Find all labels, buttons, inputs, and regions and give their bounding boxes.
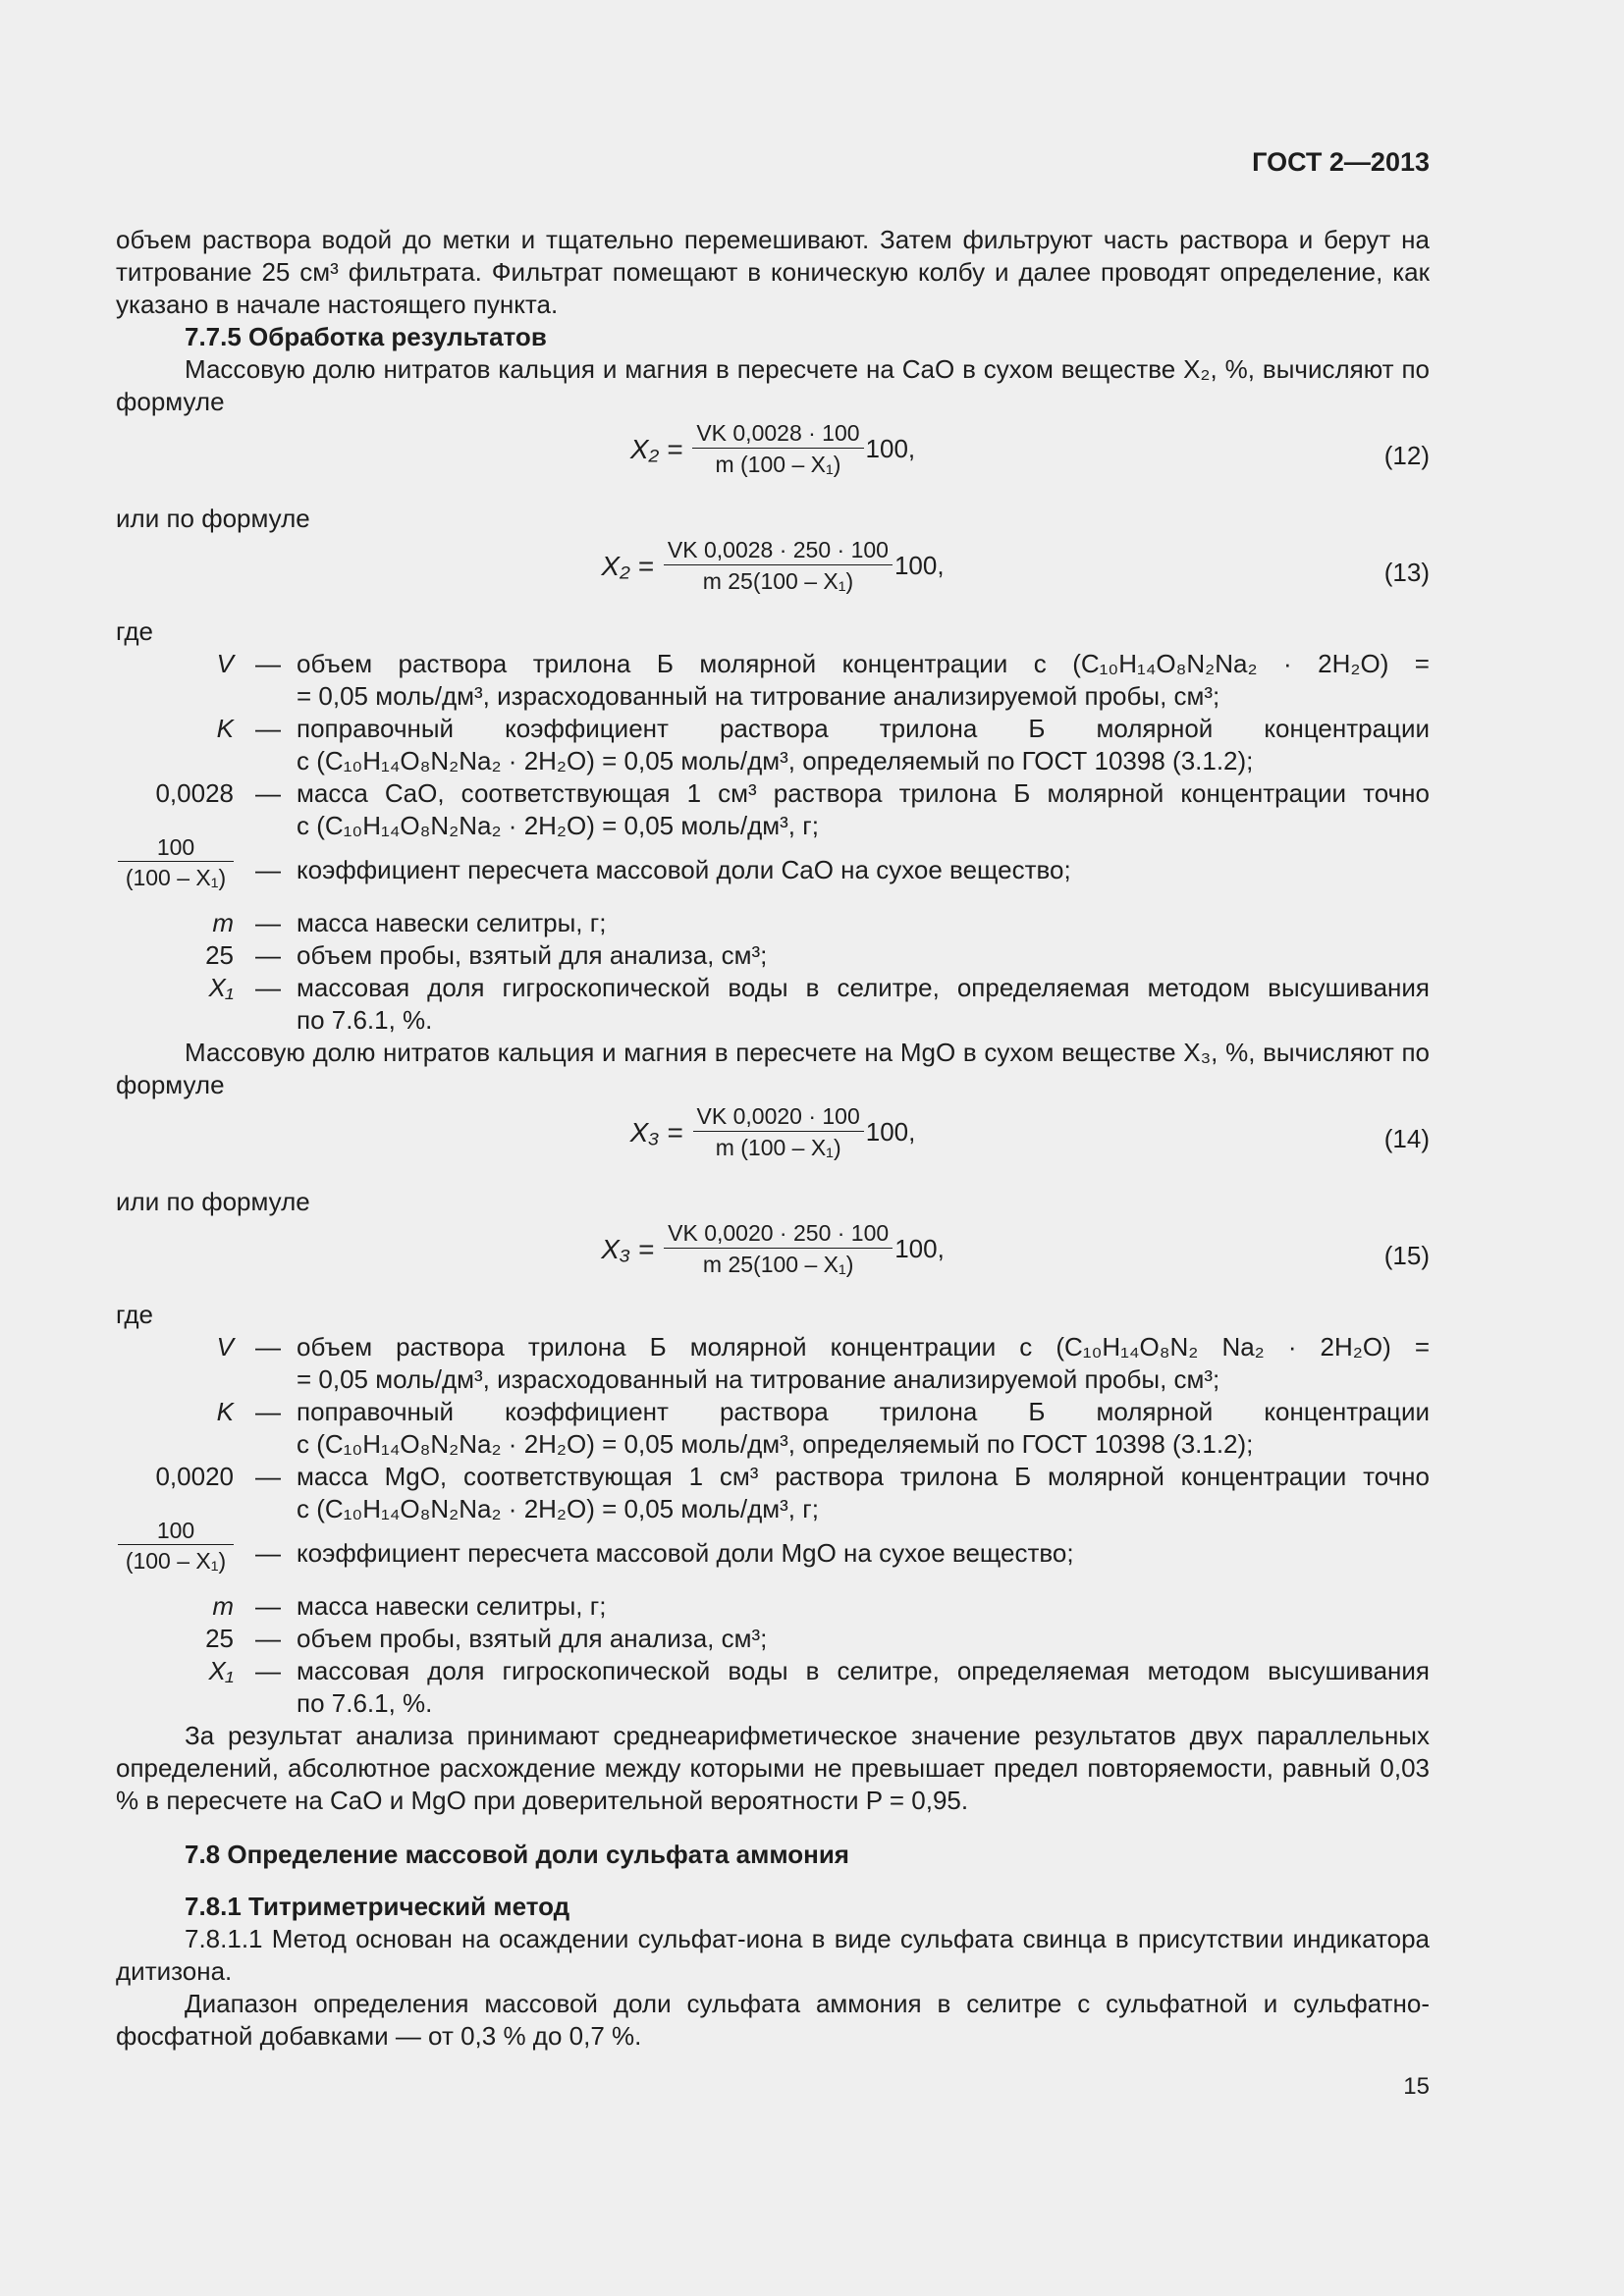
formula-number: (12) (1383, 441, 1430, 470)
legend-key-text: 0,0028 (155, 778, 234, 808)
fraction-numerator: 100 (118, 834, 234, 862)
legend-dash: — (255, 908, 281, 937)
fraction-denominator: (100 – X₁) (125, 865, 227, 890)
legend-line: масса навески селитры, г; (297, 908, 607, 937)
legend-key-text: V (216, 649, 234, 678)
legend-block-2 (116, 1299, 1430, 1720)
legend-line-continued: по 7.6.1, %. (297, 1005, 433, 1035)
legend-line: объем раствора трилона Б молярной концентрации c (C₁₀H₁₄O₈N₂Na₂ · 2H₂O) = (297, 649, 1430, 678)
legend-dash: — (255, 940, 281, 970)
formula-tail: 100, (865, 434, 916, 463)
legend-dash: — (255, 1656, 281, 1685)
or-by-formula: или по формуле (116, 504, 310, 533)
fraction-numerator: 100 (118, 1518, 234, 1545)
formula-15 (116, 1218, 1430, 1299)
legend-dash: — (255, 714, 281, 743)
legend-key-text: V (216, 1332, 234, 1362)
legend-line: коэффициент пересчета массовой доли CaO на сухое вещество; (297, 855, 1071, 884)
section-heading-7-7-5: 7.7.5 Обработка результатов (185, 322, 547, 351)
legend-key (116, 713, 240, 777)
legend-description (297, 939, 1430, 972)
legend-description (297, 1331, 1430, 1396)
formula-denominator: m 25(100 – X₁) (702, 1252, 854, 1277)
legend-key-fraction (118, 834, 234, 893)
legend-dash: — (255, 1462, 281, 1491)
document-body (116, 224, 1430, 2053)
legend-line: коэффициент пересчета массовой доли MgO на сухое вещество; (297, 1538, 1074, 1568)
formula-numerator: VK 0,0028 · 250 · 100 (664, 535, 893, 565)
legend-line-continued: c (C₁₀H₁₄O₈N₂Na₂ · 2H₂O) = 0,05 моль/дм³, определяемый по ГОСТ 10398 (3.1.2); (297, 1429, 1254, 1459)
legend-line: объем раствора трилона Б молярной концентрации c (C₁₀H₁₄O₈N₂ Na₂ · 2H₂O) = (297, 1332, 1430, 1362)
fraction-denominator: (100 – X₁) (125, 1548, 227, 1574)
legend-description (297, 1655, 1430, 1720)
legend-description (297, 648, 1430, 713)
legend-line: массовая доля гигроскопической воды в селитре, определяемая методом высушивания (297, 1656, 1430, 1685)
legend-line: масса навески селитры, г; (297, 1591, 607, 1621)
legend-key (116, 834, 240, 907)
where-label: где (116, 616, 153, 646)
formula-lhs: X₃ = (601, 1234, 655, 1264)
formula-12 (116, 418, 1430, 503)
formula-lhs: X₂ = (601, 551, 654, 581)
legend-description (297, 1525, 1430, 1590)
legend-key-text: K (216, 714, 234, 743)
paragraph-range: Диапазон определения массовой доли сульфата аммония в селитре с сульфатной и сульфатно-фосфатной добавками — от 0,3 % до 0,7 %. (116, 1989, 1430, 2051)
legend-line: поправочный коэффициент раствора трилона Б молярной концентрации (297, 1397, 1430, 1426)
legend-key-text: X₁ (208, 1656, 234, 1685)
legend-key (116, 1461, 240, 1525)
formula-numerator: VK 0,0020 · 100 (693, 1101, 864, 1132)
legend-key (116, 648, 240, 713)
legend-dash: — (255, 855, 281, 884)
paragraph-result: За результат анализа принимают среднеарифметическое значение результатов двух параллельных определений, абсолютное расхождение между которыми не превышает предел повторяемости, равный 0,03 % в пересчете на CaO и MgO при доверительной вероятности P = 0,95. (116, 1721, 1430, 1815)
legend-dash: — (255, 1397, 281, 1426)
legend-key (116, 907, 240, 939)
legend-line: масса MgO, соответствующая 1 см³ раствора трилона Б молярной концентрации точно (297, 1462, 1430, 1491)
legend-line-continued: по 7.6.1, %. (297, 1688, 433, 1718)
formula-number: (15) (1383, 1241, 1430, 1270)
legend-key (116, 1518, 240, 1590)
legend-line: масса CaO, соответствующая 1 см³ раствора трилона Б молярной концентрации точно (297, 778, 1430, 808)
legend-description (297, 1461, 1430, 1525)
legend-key-text: m (212, 1591, 234, 1621)
section-heading-7-8-1: 7.8.1 Титриметрический метод (185, 1892, 570, 1921)
legend-description (297, 1623, 1430, 1655)
legend-dash: — (255, 1624, 281, 1653)
legend-description (297, 713, 1430, 777)
paragraph-mgo: Массовую долю нитратов кальция и магния в пересчете на MgO в сухом веществе X₃, %, вычисляют по формуле (116, 1038, 1430, 1099)
formula-13 (116, 535, 1430, 615)
legend-line: объем пробы, взятый для анализа, см³; (297, 1624, 768, 1653)
formula-tail: 100, (893, 551, 945, 580)
legend-line-continued: c (C₁₀H₁₄O₈N₂Na₂ · 2H₂O) = 0,05 моль/дм³, г; (297, 811, 819, 840)
paragraph-intro: объем раствора водой до метки и тщательно перемешивают. Затем фильтруют часть раствора и берут на титрование 25 см³ фильтрата. Фильтрат помещают в коническую колбу и далее проводят определение, как указано в начале настоящего пункта. (116, 225, 1430, 319)
legend-block-1 (116, 615, 1430, 1037)
legend-line: объем пробы, взятый для анализа, см³; (297, 940, 768, 970)
legend-key (116, 1331, 240, 1396)
paragraph-cao: Массовую долю нитратов кальция и магния в пересчете на CaO в сухом веществе X₂, %, вычисляют по формуле (116, 354, 1430, 416)
legend-dash: — (255, 1591, 281, 1621)
formula-tail: 100, (894, 1234, 945, 1263)
legend-line: массовая доля гигроскопической воды в селитре, определяемая методом высушивания (297, 973, 1430, 1002)
legend-line: поправочный коэффициент раствора трилона Б молярной концентрации (297, 714, 1430, 743)
legend-key-text: 0,0020 (155, 1462, 234, 1491)
or-by-formula: или по формуле (116, 1187, 310, 1216)
formula-numerator: VK 0,0028 · 100 (692, 418, 863, 449)
legend-key (116, 1590, 240, 1623)
where-label: где (116, 1300, 153, 1329)
legend-key (116, 777, 240, 842)
legend-key (116, 939, 240, 972)
formula-14 (116, 1101, 1430, 1186)
formula-denominator: m 25(100 – X₁) (702, 568, 854, 594)
standard-header: ГОСТ 2—2013 (1252, 147, 1430, 177)
formula-number: (13) (1383, 558, 1430, 587)
legend-description (297, 777, 1430, 842)
legend-description (297, 1396, 1430, 1461)
legend-dash: — (255, 1332, 281, 1362)
legend-key (116, 1623, 240, 1655)
legend-line-continued: c (C₁₀H₁₄O₈N₂Na₂ · 2H₂O) = 0,05 моль/дм³, г; (297, 1494, 819, 1523)
legend-key (116, 1655, 240, 1720)
legend-key-text: m (212, 908, 234, 937)
legend-line-continued: = 0,05 моль/дм³, израсходованный на титрование анализируемой пробы, см³; (297, 1364, 1220, 1394)
legend-description (297, 972, 1430, 1037)
legend-key-text: K (216, 1397, 234, 1426)
formula-number: (14) (1383, 1124, 1430, 1153)
legend-dash: — (255, 1538, 281, 1568)
formula-lhs: X₃ = (629, 1117, 683, 1148)
formula-denominator: m (100 – X₁) (715, 1135, 841, 1160)
legend-dash: — (255, 778, 281, 808)
paragraph-7-8-1-1: 7.8.1.1 Метод основан на осаждении сульфат-иона в виде сульфата свинца в присутствии индикатора дитизона. (116, 1924, 1430, 1986)
legend-key (116, 972, 240, 1037)
legend-key-text: 25 (205, 1624, 234, 1653)
legend-key-text: 25 (205, 940, 234, 970)
legend-dash: — (255, 973, 281, 1002)
legend-dash: — (255, 649, 281, 678)
section-heading-7-8: 7.8 Определение массовой доли сульфата аммония (185, 1840, 849, 1869)
legend-description (297, 907, 1430, 939)
formula-tail: 100, (865, 1117, 916, 1147)
legend-description (297, 842, 1430, 907)
formula-denominator: m (100 – X₁) (715, 452, 841, 477)
legend-line-continued: = 0,05 моль/дм³, израсходованный на титрование анализируемой пробы, см³; (297, 681, 1220, 711)
legend-key-fraction (118, 1518, 234, 1576)
legend-list (116, 648, 1430, 1037)
legend-key (116, 1396, 240, 1461)
formula-numerator: VK 0,0020 · 250 · 100 (664, 1218, 893, 1249)
legend-list (116, 1331, 1430, 1720)
page-number: 15 (1403, 2073, 1430, 2100)
legend-key-text: X₁ (208, 973, 234, 1002)
formula-lhs: X₂ = (629, 434, 683, 464)
legend-line-continued: c (C₁₀H₁₄O₈N₂Na₂ · 2H₂O) = 0,05 моль/дм³, определяемый по ГОСТ 10398 (3.1.2); (297, 746, 1254, 775)
legend-description (297, 1590, 1430, 1623)
